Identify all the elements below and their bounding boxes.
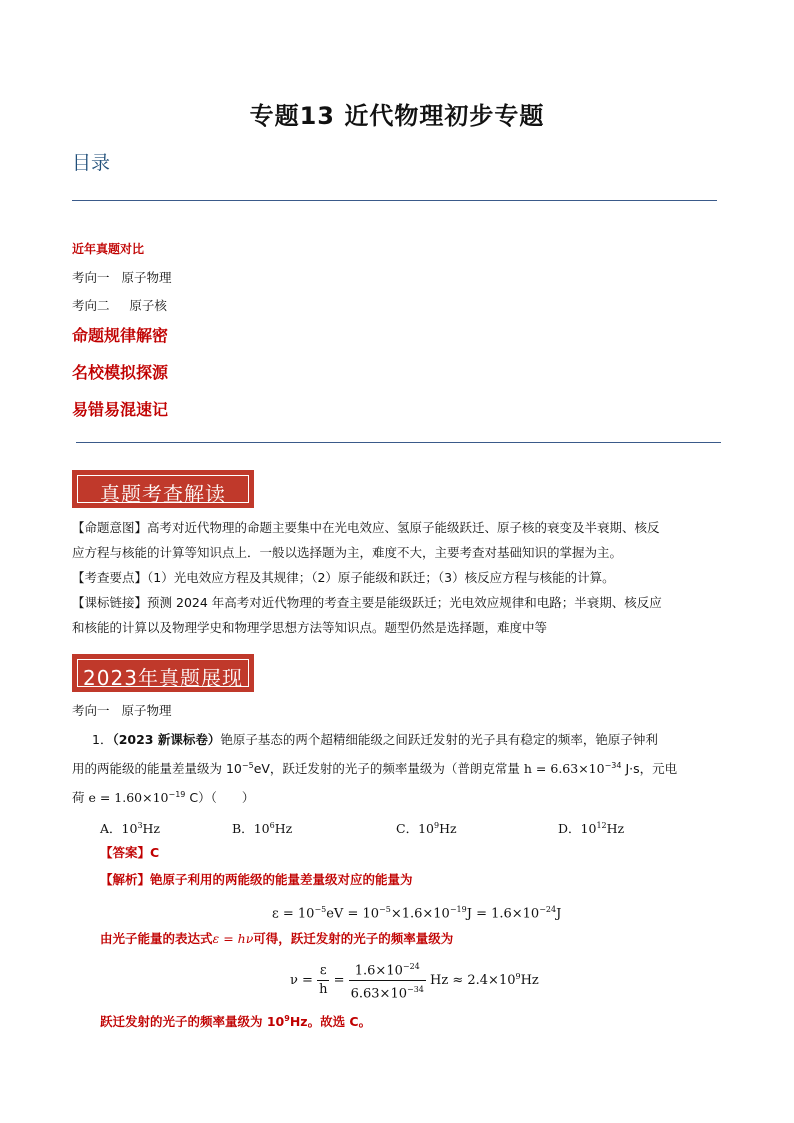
planck-constant [524,761,605,776]
question-text: 荷 [72,790,89,806]
answer-value: C [150,845,160,860]
exponent: −24 [402,962,420,971]
analysis-line [100,867,413,893]
question-text: eV，跃迁发射的光子的频率量级为（普朗克常量 [253,761,524,777]
option-unit: Hz [274,821,293,837]
exponent: 12 [596,821,607,830]
exponent: −34 [407,985,424,995]
option-label: B． [232,821,254,837]
exponent: 9 [515,972,521,981]
toc-item-label: 考向二 [72,298,110,313]
answer-line [100,840,159,866]
toc-item-nucleus[interactable] [72,296,167,314]
option-unit: Hz [439,821,457,837]
exponent: −5 [241,761,254,770]
charge-expr: e = 1.60×10 [88,790,169,806]
option-label: C． [396,821,419,837]
frac-den: h [319,982,328,998]
divider-bottom [76,442,721,443]
conclusion-line [100,1006,371,1035]
banner-exam-interpretation [72,470,254,508]
eq-part: 6.63×10 [350,986,407,1002]
analysis-text: 可得，跃迁发射的光子的频率量级为 [253,931,454,946]
eq-part: = [329,972,349,988]
exponent: −19 [168,790,186,800]
eq-part: ε = 10 [272,906,315,922]
eq-part: ν = [290,972,318,988]
question-line [72,782,722,811]
question-line [72,727,722,753]
option-label: D． [558,821,581,837]
question-text: J·s，元电 [621,761,678,777]
question-text: 铯原子基态的两个超精细能级之间跃迁发射的光子具有稳定的频率，铯原子钟利 [220,732,658,747]
eq-part: Hz [520,972,539,988]
banner-title: 2023年真题展现 [83,666,243,690]
question-line [72,753,722,782]
eq-part: 1.6×10 [354,963,403,979]
fraction-eps-h [317,962,329,999]
keypoints-text: （1）光电效应方程及其规律；（2）原子能级和跃迁；（3）核反应方程与核能的计算。 [147,570,615,585]
exponent: −34 [604,761,622,770]
question-source: （2023 新课标卷） [112,732,221,747]
option-d[interactable] [558,813,624,842]
exponent: 3 [137,821,143,830]
option-a[interactable] [100,813,160,842]
exponent: −5 [379,905,391,914]
exponent: 9 [433,821,440,830]
section-label-num: 考向一 [72,703,110,718]
conclusion-text: Hz。故选 C。 [289,1014,372,1030]
analysis-text: 由光子能量的表达式 [100,931,213,946]
intro-paragraph [72,515,722,640]
exponent: −5 [314,905,327,914]
banner-title: 真题考查解读 [100,482,226,506]
planck-value: h = 6.63×10 [523,761,605,777]
toc-item-text: 原子物理 [121,270,172,285]
page-title: 专题13 近代物理初步专题 [249,102,545,130]
exponent: 6 [269,821,275,830]
toc-section-recent-exams[interactable]: 近年真题对比 [72,242,145,256]
conclusion-text: 跃迁发射的光子的频率量级为 10 [100,1014,285,1030]
intent-tag: 【命题意图】 [72,520,148,535]
question-text: C）（ ） [185,790,255,806]
exponent: 9 [284,1014,290,1023]
toc-heading: 目录 [72,152,111,174]
toc-item-text: 原子核 [129,298,167,313]
section-label [72,698,171,724]
option-unit: Hz [142,821,161,837]
intro-line: 和核能的计算以及物理学史和物理学思想方法等知识点。题型仍然是选择题，难度中等 [72,620,548,635]
divider-top [72,200,717,201]
frac-den [349,981,426,1003]
toc-section-mock-exams[interactable]: 名校模拟探源 [72,363,169,382]
exponent: −19 [449,905,467,914]
section-label-text: 原子物理 [121,703,172,718]
option-label: A． [100,821,122,837]
frac-num: ε [317,962,329,981]
toc-item-label: 考向一 [72,270,110,285]
intro-line [72,565,722,590]
equation-frequency [290,958,539,1004]
question-number: 1． [92,732,113,747]
eq-part: eV = 10 [326,906,380,922]
analysis-line [100,926,453,952]
eq-part: J = 1.6×10 [466,906,540,922]
toc-section-patterns[interactable]: 命题规律解密 [72,326,169,345]
option-base: 10 [121,821,138,837]
intro-line [72,590,722,615]
toc-item-atomic-physics[interactable] [72,268,171,286]
answer-tag: 【答案】 [100,845,151,860]
option-base: 10 [418,821,434,837]
question-text: 用的两能级的能量差量级为 10 [72,761,242,777]
option-c[interactable] [396,813,457,842]
analysis-tag: 【解析】 [100,872,151,887]
option-b[interactable] [232,813,292,842]
eq-part: J [556,906,562,922]
photon-energy-formula: ε = hν [212,931,254,946]
question-stem [72,727,722,811]
option-unit: Hz [606,821,625,837]
keypoints-tag: 【考查要点】 [72,570,148,585]
eq-part: ×1.6×10 [390,906,450,922]
eq-part: Hz ≈ 2.4×10 [430,972,516,988]
intro-line [72,515,722,540]
fraction-values [349,958,426,1004]
equation-energy [272,897,561,927]
intent-text: 高考对近代物理的命题主要集中在光电效应、氢原子能级跃迁、原子核的衰变及半衰期、核反 [147,520,660,535]
banner-2023-exams [72,654,254,692]
curriculum-text: 预测 2024 年高考对近代物理的考查主要是能级跃迁；光电效应规律和电路；半衰期、核反应 [147,595,662,610]
frac-num [349,958,426,981]
curriculum-tag: 【课标链接】 [72,595,148,610]
exponent: −24 [539,905,557,914]
option-base: 10 [253,821,270,837]
option-base: 10 [580,821,597,837]
analysis-text: 铯原子利用的两能级的能量差量级对应的能量为 [150,872,413,887]
toc-section-common-mistakes[interactable]: 易错易混速记 [72,400,169,419]
intro-line: 应方程与核能的计算等知识点上．一般以选择题为主，难度不大，主要考查对基础知识的掌握为主。 [72,545,623,560]
